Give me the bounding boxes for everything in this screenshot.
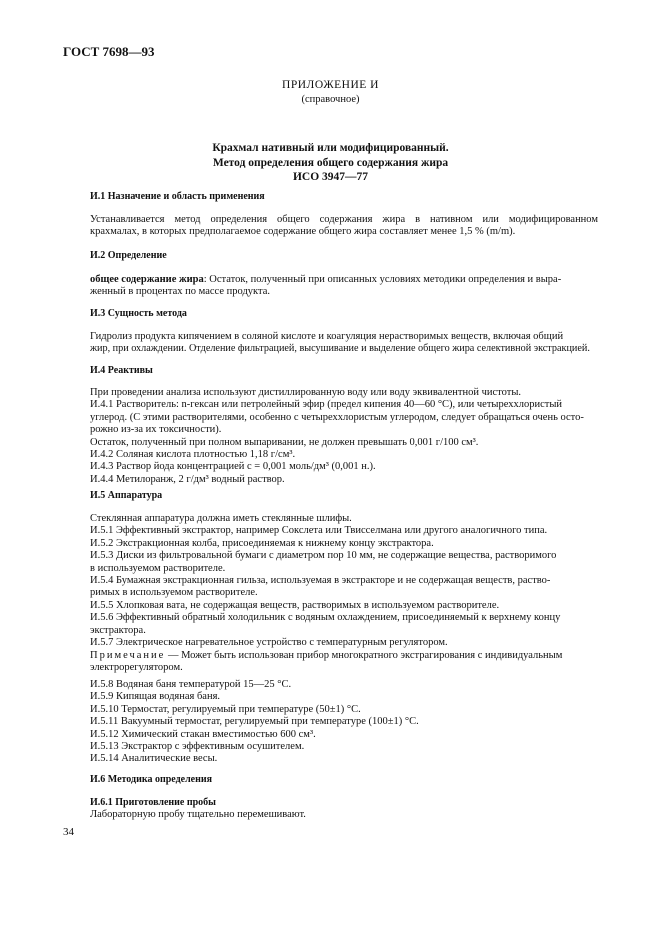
text-line: жир, при охлаждении. Отделение фильтрацией, высушивание и выделение общего жира селективной экстракцией. (90, 343, 590, 355)
document-title-line: Крахмал нативный или модифицированный. (212, 142, 449, 154)
text-line: И.5.6 Эффективный обратный холодильник с водяным охлаждением, присоединяемый к верхнему концу (90, 612, 561, 624)
section-5-text-continued (90, 679, 598, 766)
defined-term: общее содержание жира (90, 274, 204, 285)
document-title-line: ИСО 3947—77 (292, 171, 369, 183)
text-line: И.5.5 Хлопковая вата, не содержащая веществ, растворимых в используемом растворителе. (90, 599, 500, 611)
document-title-line: Метод определения общего содержания жира (212, 156, 449, 169)
text-line: И.5.4 Бумажная экстракционная гильза, используемая в экстракторе и не содержащая веществ, раство- (90, 575, 551, 587)
section-5-text (90, 513, 598, 649)
text-line: И.4.1 Растворитель: n-гексан или петролейный эфир (предел кипения 40—60 °С), или четыреххлористый (90, 399, 563, 411)
text-line: И.5.11 Вакуумный термостат, регулируемый при температуре (100±1) °С. (90, 716, 419, 728)
text-line: И.5.13 Экстрактор с эффективным осушителем. (90, 741, 305, 753)
text-line: И.5.12 Химический стакан вместимостью 600 см³. (90, 728, 316, 740)
text-line: И.5.8 Водяная баня температурой 15—25 °С. (90, 679, 292, 690)
text-line: И.5.14 Аналитические весы. (90, 753, 218, 765)
page-number: 34 (63, 826, 74, 838)
text-line: экстрактора. (90, 624, 146, 636)
note-line (90, 650, 598, 662)
section-heading-6: И.6 Методика определения (90, 774, 213, 785)
text-line: женный в процентах по массе продукта. (90, 286, 271, 298)
text-line: римых в используемом растворителе. (90, 587, 258, 599)
text-line: И.4.3 Раствор йода концентрацией с = 0,001 моль/дм³ (0,001 н.). (90, 461, 376, 473)
text-line: И.5.1 Эффективный экстрактор, например Сокслета или Твисселмана или другого аналогичного типа. (90, 525, 548, 537)
note-label: Примечание (90, 650, 166, 661)
text-line: крахмалах, в которых предполагаемое содержание общего жира составляет менее 1,5 % (m/m). (90, 226, 516, 238)
text-line: При проведении анализа используют дистиллированную воду или воду эквивалентной чистоты. (90, 387, 521, 398)
subsection-heading-6-1: И.6.1 Приготовление пробы (90, 797, 216, 808)
text-line: Остаток, полученный при полном выпаривании, не должен превышать 0,001 г/100 см³. (90, 436, 479, 448)
text-line: И.5.3 Диски из фильтровальной бумаги с диаметром пор 10 мм, не содержащие вещества, растворимого (90, 550, 557, 562)
section-6-text (90, 809, 598, 821)
text-line: И.5.2 Экстракционная колба, присоединяемая к нижнему концу экстрактора. (90, 537, 434, 549)
text-line: углерод. (С этими растворителями, особенно с четыреххлористым углеродом, следует обращаться очень осто- (90, 411, 584, 423)
text-line: И.5.10 Термостат, регулируемый при температуре (50±1) °С. (90, 703, 361, 715)
section-heading-2: И.2 Определение (90, 250, 167, 261)
section-heading-5: И.5 Аппаратура (90, 490, 163, 501)
text-line: Устанавливается метод определения общего содержания жира в нативном или модифицированном (90, 214, 598, 225)
section-heading-1: И.1 Назначение и область применения (90, 191, 265, 202)
text-line: Лабораторную пробу тщательно перемешивают. (90, 809, 306, 820)
text-line: Стеклянная аппаратура должна иметь стеклянные шлифы. (90, 513, 352, 524)
text-line: И.4.4 Метилоранж, 2 г/дм³ водный раствор. (90, 473, 285, 485)
section-heading-4: И.4 Реактивы (90, 365, 153, 376)
text-line: И.4.2 Соляная кислота плотностью 1,18 г/см³. (90, 449, 296, 461)
text-line: И.5.7 Электрическое нагревательное устройство с температурным регулятором. (90, 637, 448, 649)
text-line: электрорегулятором. (90, 662, 183, 674)
appendix-title: ПРИЛОЖЕНИЕ И (282, 79, 379, 91)
text-line: И.5.9 Кипящая водяная баня. (90, 691, 221, 703)
definition-line (90, 274, 598, 286)
section-3-text (90, 331, 598, 356)
section-4-text (90, 387, 598, 486)
text-line: рожно из-за их токсичности). (90, 424, 222, 436)
appendix-subtitle: (справочное) (301, 94, 360, 105)
text-line: : Остаток, полученный при описанных условиях методики определения и выра- (203, 274, 562, 285)
section-2-text (90, 274, 598, 299)
note-block (90, 650, 598, 675)
standard-header: ГОСТ 7698—93 (63, 44, 155, 59)
section-heading-3: И.3 Сущность метода (90, 308, 187, 319)
document-title (90, 141, 571, 185)
text-line: в используемом растворителе. (90, 562, 226, 574)
text-line: Гидролиз продукта кипячением в соляной кислоте и коагуляция нерастворимых веществ, включая общий (90, 331, 564, 342)
section-1-text (90, 214, 598, 239)
text-line: — Может быть использован прибор многократного экстрагирования с индивидуальным (165, 650, 563, 661)
